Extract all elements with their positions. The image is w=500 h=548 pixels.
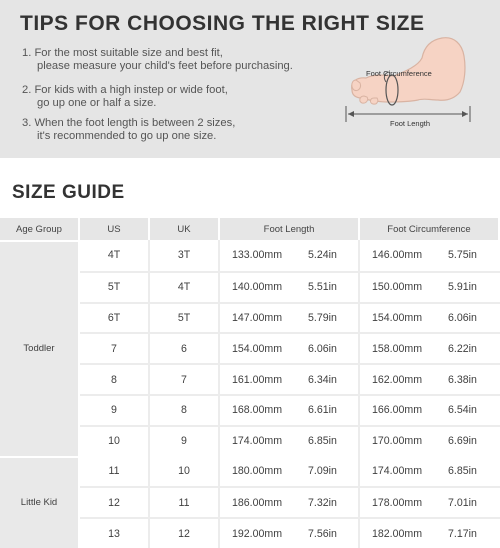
foot-circumference-in-cell: 7.01in [440,486,500,517]
uk-size-cell: 7 [150,363,220,394]
foot-circumference-mm-cell: 170.00mm [360,425,440,456]
foot-circumference-in-cell: 5.75in [440,240,500,271]
us-size-cell: 6T [80,302,150,333]
foot-circumference-mm-cell: 178.00mm [360,486,440,517]
foot-length-in-cell: 6.85in [300,425,360,456]
foot-circumference-in-cell: 6.38in [440,363,500,394]
tip-line: it's recommended to go up one size. [37,130,217,142]
tip-line: 2. For kids with a high instep or wide foot, [22,84,228,96]
foot-length-mm-cell: 192.00mm [220,517,300,548]
foot-length-mm-cell: 140.00mm [220,271,300,302]
size-guide-table [0,218,500,548]
header-uk: UK [150,218,220,240]
foot-circumference-in-cell: 6.69in [440,425,500,456]
tip-line: 3. When the foot length is between 2 sizes, [22,117,236,129]
foot-circumference-mm-cell: 174.00mm [360,456,440,487]
uk-size-cell: 12 [150,517,220,548]
tip-line: go up one or half a size. [37,97,157,109]
foot-length-in-cell: 6.34in [300,363,360,394]
us-size-cell: 8 [80,363,150,394]
foot-circumference-label: Foot Circumference [366,69,432,78]
tip-line: 1. For the most suitable size and best fit, [22,47,223,59]
foot-length-in-cell: 6.06in [300,332,360,363]
us-size-cell: 4T [80,240,150,271]
foot-circumference-mm-cell: 154.00mm [360,302,440,333]
foot-length-mm-cell: 154.00mm [220,332,300,363]
uk-size-cell: 10 [150,456,220,487]
tip-line: please measure your child's feet before purchasing. [37,60,293,72]
header-foot-length: Foot Length [220,218,360,240]
foot-circumference-mm-cell: 146.00mm [360,240,440,271]
foot-circumference-in-cell: 6.06in [440,302,500,333]
foot-length-in-cell: 7.32in [300,486,360,517]
header-us: US [80,218,150,240]
foot-length-in-cell: 6.61in [300,394,360,425]
foot-circumference-mm-cell: 150.00mm [360,271,440,302]
foot-length-in-cell: 5.24in [300,240,360,271]
foot-circumference-mm-cell: 182.00mm [360,517,440,548]
us-size-cell: 7 [80,332,150,363]
uk-size-cell: 9 [150,425,220,456]
foot-length-mm-cell: 168.00mm [220,394,300,425]
foot-length-mm-cell: 174.00mm [220,425,300,456]
foot-circumference-in-cell: 6.54in [440,394,500,425]
toe-shape [370,98,377,104]
foot-circumference-in-cell: 6.85in [440,456,500,487]
foot-circumference-mm-cell: 162.00mm [360,363,440,394]
foot-length-label: Foot Length [390,119,431,128]
uk-size-cell: 8 [150,394,220,425]
foot-length-mm-cell: 133.00mm [220,240,300,271]
header-age-group: Age Group [0,218,80,240]
us-size-cell: 9 [80,394,150,425]
foot-length-in-cell: 7.09in [300,456,360,487]
foot-length-mm-cell: 147.00mm [220,302,300,333]
foot-circumference-mm-cell: 166.00mm [360,394,440,425]
age-group-cell: Toddler [0,240,80,456]
toe-shape [360,96,368,103]
us-size-cell: 10 [80,425,150,456]
foot-length-mm-cell: 180.00mm [220,456,300,487]
tip-item-2 [22,84,228,110]
header-foot-circumference: Foot Circumference [360,218,500,240]
foot-length-mm-cell: 186.00mm [220,486,300,517]
us-size-cell: 11 [80,456,150,487]
arrow-head-left-icon [348,111,354,117]
tip-item-1 [22,47,293,73]
foot-measurement-illustration [338,36,478,132]
uk-size-cell: 6 [150,332,220,363]
table-body [0,240,500,548]
us-size-cell: 12 [80,486,150,517]
tips-title: TIPS FOR CHOOSING THE RIGHT SIZE [20,12,425,35]
age-group-cell: Little Kid [0,456,80,548]
us-size-cell: 13 [80,517,150,548]
uk-size-cell: 5T [150,302,220,333]
foot-length-mm-cell: 161.00mm [220,363,300,394]
foot-circumference-in-cell: 7.17in [440,517,500,548]
table-header-row [0,218,500,240]
foot-circumference-in-cell: 5.91in [440,271,500,302]
uk-size-cell: 11 [150,486,220,517]
us-size-cell: 5T [80,271,150,302]
uk-size-cell: 3T [150,240,220,271]
foot-length-in-cell: 5.51in [300,271,360,302]
tips-section [0,0,500,158]
foot-length-in-cell: 5.79in [300,302,360,333]
foot-length-in-cell: 7.56in [300,517,360,548]
table-row [0,456,500,487]
table-row [0,240,500,271]
size-guide-title: SIZE GUIDE [12,182,125,203]
arrow-head-right-icon [462,111,468,117]
foot-circumference-in-cell: 6.22in [440,332,500,363]
uk-size-cell: 4T [150,271,220,302]
tip-item-3 [22,117,235,143]
foot-circumference-mm-cell: 158.00mm [360,332,440,363]
